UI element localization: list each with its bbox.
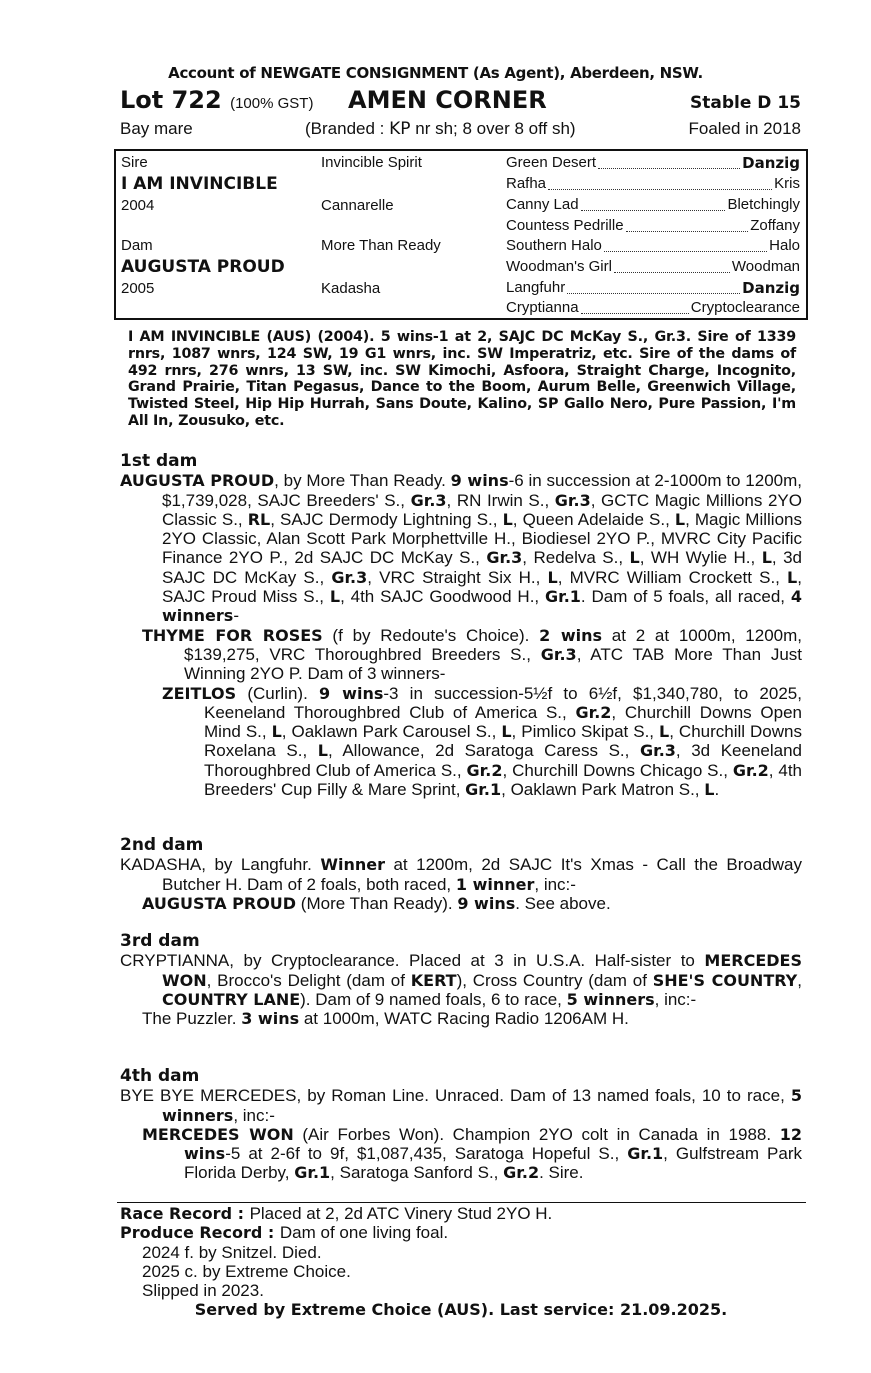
text-run: , Saratoga Sanford S., [330, 1163, 504, 1183]
text-run: , Queen Adelaide S., [512, 509, 675, 529]
gen3-name: Southern Halo [506, 237, 602, 254]
text-run: , inc:- [534, 874, 576, 894]
fourth-dam-section [120, 1067, 802, 1183]
produce-record-text: Dam of one living foal. [279, 1223, 449, 1243]
race-record-label: Race Record : [120, 1204, 250, 1223]
bold-run: Winner [320, 855, 385, 875]
pedigree-table [114, 149, 808, 320]
second-dam-section [120, 836, 802, 913]
text-run: -6 in succession at 2-1000m to 1200m, $1,739,028, SAJC Breeders' S., [162, 471, 802, 510]
gen3-entry [506, 278, 800, 299]
bold-run: L [329, 587, 341, 607]
race-record [120, 1204, 802, 1223]
bold-run: Gr.1 [294, 1163, 331, 1183]
gen3-name: Woodman's Girl [506, 258, 612, 275]
bold-run: L [501, 722, 512, 742]
bold-run: Gr.2 [732, 760, 769, 780]
lot-number [120, 86, 313, 114]
gen3-name: Countess Pedrille [506, 217, 624, 234]
bold-run: L [674, 509, 686, 529]
third-dam-section [120, 932, 802, 1028]
text-run: , ATC TAB More Than Just Winning 2YO P. Dam of 3 winners- [184, 644, 802, 684]
bold-run: 3 wins [241, 1009, 300, 1029]
text-run: -3 in succession-5½f to 6½f, $1,340,780, to 2025, Keeneland Thoroughbred Club of America S., [204, 683, 802, 722]
bold-run: Gr.3 [540, 644, 577, 664]
produce-line: 2024 f. by Snitzel. Died. [142, 1242, 322, 1262]
consignor-line: Account of NEWGATE CONSIGNMENT (As Agent), Aberdeen, NSW. [168, 64, 703, 82]
bold-run: COUNTRY LANE [162, 989, 301, 1009]
grand-progeny-paragraph [120, 684, 802, 800]
bold-run: L [547, 567, 558, 587]
gen3-sire: Danzig [742, 279, 800, 297]
first-dam-section [120, 452, 802, 799]
gen3-sire: Halo [769, 237, 800, 254]
stable-location: Stable D 15 [690, 93, 801, 113]
gen3-entry [506, 174, 800, 195]
text-run: , Churchill Downs Roxelana S., [204, 722, 802, 761]
produce-line: Slipped in 2023. [142, 1281, 264, 1301]
text-run: , SAJC Dermody Lightning S., [270, 509, 503, 529]
bold-run: KERT [410, 970, 457, 990]
bold-run: 9 wins [450, 471, 509, 491]
section-heading: 4th dam [120, 1066, 200, 1086]
text-run: (Curlin). [236, 683, 319, 703]
records-divider [117, 1202, 806, 1203]
gen3-name: Langfuhr [506, 279, 566, 296]
gen3-entry [506, 216, 800, 237]
text-run: , Brocco's Delight (dam of [206, 970, 411, 990]
gen3-name: Cryptianna [506, 299, 579, 316]
bold-run: L [502, 509, 513, 529]
gen3-entry [506, 298, 800, 319]
brand-description [305, 119, 576, 139]
text-run: , 3d Keeneland Thoroughbred Club of America S., [204, 741, 802, 780]
progeny-paragraph [120, 626, 802, 684]
text-run: , 4th SAJC Goodwood H., [340, 587, 545, 607]
text-run: , Pimlico Skipat S., [511, 722, 660, 742]
bold-run: Gr.3 [331, 567, 368, 587]
gen3-entry [506, 153, 800, 174]
text-run: , 4th Breeders' Cup Filly & Mare Sprint, [204, 760, 803, 800]
bold-run: Gr.3 [486, 548, 523, 568]
text-run: , GCTC Magic Millions 2YO Classic S., [162, 490, 802, 529]
dam-paragraph [120, 951, 802, 1009]
produce-line: 2025 c. by Extreme Choice. [142, 1261, 351, 1281]
dam-paragraph [120, 855, 802, 894]
bold-run: AUGUSTA PROUD [142, 893, 297, 913]
bold-run: MERCEDES WON [162, 951, 802, 990]
sire-name: I AM INVINCIBLE [121, 174, 278, 194]
text-run: . Sire. [539, 1163, 584, 1183]
dam-year: 2005 [121, 280, 155, 297]
produce-record-label: Produce Record : [120, 1223, 280, 1243]
text-run: , Gulfstream Park Florida Derby, [184, 1144, 803, 1183]
text-run: CRYPTIANNA, by Cryptoclearance. Placed at 3 in U.S.A. Half-sister to [120, 951, 705, 971]
text-run: , Magic Millions 2YO Classic, Alan Scott Park Morphettville H., Biodiesel 2YO P., MVRC City Pacific Finance 2YO P., 2d SAJC DC McKay S., [162, 509, 802, 568]
gen2-dam-sire: More Than Ready [321, 237, 441, 254]
bold-run: L [659, 722, 670, 742]
text-run: at 1000m, WATC Racing Radio 1206AM H. [299, 1009, 629, 1029]
progeny-paragraph [120, 1009, 802, 1028]
text-run: , 3d SAJC DC McKay S., [162, 548, 802, 587]
text-run: , SAJC Proud Miss S., [162, 567, 802, 607]
bold-run: Gr.1 [544, 587, 581, 607]
progeny-paragraph [120, 894, 802, 913]
text-run: , VRC Straight Six H., [367, 567, 548, 587]
bold-run: Gr.1 [627, 1144, 664, 1164]
text-run: ). Dam of 9 named foals, 6 to race, [300, 989, 567, 1009]
records-section [120, 1204, 802, 1320]
bold-run: Gr.1 [465, 780, 502, 800]
gen2-sire-sire: Invincible Spirit [321, 154, 422, 171]
section-heading: 2nd dam [120, 835, 204, 855]
bold-run: Gr.3 [410, 490, 447, 510]
gen2-dam-dam: Kadasha [321, 280, 381, 297]
text-run: , Oaklawn Park Carousel S., [281, 722, 502, 742]
text-run: , RN Irwin S., [446, 490, 555, 510]
bold-run: L [629, 548, 640, 568]
bold-run: L [787, 567, 798, 587]
bold-run: 12 wins [184, 1124, 802, 1164]
gen3-sire: Danzig [742, 154, 800, 172]
gen3-sire: Bletchingly [727, 196, 800, 213]
lot-label: Lot 722 [120, 86, 222, 114]
gen3-name: Canny Lad [506, 196, 579, 213]
sire-label: Sire [121, 154, 148, 171]
gen3-sire: Zoffany [750, 217, 800, 234]
dam-name: AUGUSTA PROUD [121, 257, 285, 277]
text-run: - [233, 606, 239, 626]
bold-run: THYME FOR ROSES [142, 625, 323, 645]
bold-run: SHE'S COUNTRY [652, 970, 798, 990]
progeny-paragraph [120, 1125, 802, 1183]
bold-run: 9 wins [319, 683, 384, 703]
text-run: (f by Redoute's Choice). [322, 625, 540, 645]
bold-run: RL [247, 509, 271, 529]
section-heading: 1st dam [120, 451, 198, 471]
bold-run: L [317, 741, 328, 761]
brand-mark: KP [389, 119, 411, 139]
text-run: at 2 at 1000m, 1200m, $139,275, VRC Thoroughbred Breeders S., [184, 625, 802, 664]
bold-run: 1 winner [455, 874, 535, 894]
bold-run: L [271, 722, 282, 742]
text-run: , Allowance, 2d Saratoga Caress S., [327, 741, 640, 761]
text-run: , MVRC William Crockett S., [557, 567, 788, 587]
text-run: , [797, 970, 803, 990]
dam-paragraph [120, 471, 802, 625]
horse-name: AMEN CORNER [348, 86, 547, 114]
sire-year: 2004 [121, 197, 155, 214]
text-run: , Churchill Downs Open Mind S., [204, 702, 802, 742]
text-run: . [714, 780, 720, 800]
text-run: , inc:- [233, 1105, 275, 1125]
text-run: , Redelva S., [522, 548, 630, 568]
text-run: (Air Forbes Won). Champion 2YO colt in Canada in 1988. [293, 1124, 780, 1144]
text-run: , inc:- [654, 989, 697, 1009]
gen3-name: Rafha [506, 175, 547, 192]
bold-run: ZEITLOS [162, 683, 237, 703]
bold-run: L [761, 548, 772, 568]
text-run: , WH Wylie H., [639, 548, 762, 568]
bold-run: AUGUSTA PROUD [120, 471, 275, 491]
bold-run: Gr.2 [503, 1163, 540, 1183]
gen3-entry [506, 195, 800, 216]
produce-record [120, 1223, 802, 1242]
text-run: , by More Than Ready. [274, 471, 451, 491]
race-record-text: Placed at 2, 2d ATC Vinery Stud 2YO H. [249, 1204, 553, 1223]
text-run: BYE BYE MERCEDES, by Roman Line. Unraced. Dam of 13 named foals, 10 to race, [120, 1086, 791, 1106]
text-run: , Churchill Downs Chicago S., [502, 760, 733, 780]
text-run: KADASHA, by Langfuhr. [120, 855, 321, 875]
text-run: , Oaklawn Park Matron S., [501, 780, 705, 800]
gen3-name: Green Desert [506, 154, 597, 171]
bold-run: L [704, 780, 715, 800]
gst-note: (100% GST) [230, 95, 314, 112]
sex-colour: Bay mare [120, 119, 193, 138]
bold-run: Gr.2 [575, 702, 612, 722]
text-run: ), Cross Country (dam of [456, 970, 653, 990]
text-run: . See above. [515, 893, 611, 913]
gen3-sire: Kris [774, 175, 800, 192]
bold-run: 2 wins [539, 625, 603, 645]
bold-run: MERCEDES WON [142, 1124, 294, 1144]
text-run: at 1200m, 2d SAJC It's Xmas - Call the Broadway Butcher H. Dam of 2 foals, both raced, [162, 855, 802, 894]
brand-suffix: nr sh; 8 over 8 off sh) [410, 119, 576, 138]
bold-run: 9 wins [457, 893, 516, 913]
section-heading: 3rd dam [120, 931, 200, 951]
bold-run: 5 winners [162, 1086, 802, 1125]
text-run: -5 at 2-6f to 9f, $1,087,435, Saratoga Hopeful S., [225, 1144, 628, 1164]
gen3-entry [506, 257, 800, 278]
service-note: Served by Extreme Choice (AUS). Last service: 21.09.2025. [194, 1300, 728, 1320]
sire-summary: I AM INVINCIBLE (AUS) (2004). 5 wins-1 at 2, SAJC DC McKay S., Gr.3. Sire of 1339 rnrs, 1087 wnrs, 124 SW, 19 G1 wnrs, inc. SW Imperatriz, etc. Sire of the dams of 492 rnrs, 276 wnrs, 13 SW, inc. SW Kimochi, Asfoora, Straight Charge, Incognito, Grand Prairie, Titan Pegasus, Dance to the Boom, Aurum Belle, Greenwich Village, Twisted Steel, Hip Hip Hurrah, Sans Doute, Kalino, SP Gallo Nero, Pure Passion, I'm All In, Zousuko, etc. [128, 329, 796, 429]
bold-run: Gr.3 [639, 741, 676, 761]
gen2-sire-dam: Cannarelle [321, 197, 394, 214]
dam-paragraph [120, 1086, 802, 1125]
gen3-sire: Cryptoclearance [690, 299, 800, 316]
brand-prefix: (Branded : [305, 119, 390, 138]
dam-label: Dam [121, 237, 153, 254]
gen3-sire: Woodman [731, 258, 800, 275]
bold-run: 4 winners [162, 587, 802, 626]
foaled-year: Foaled in 2018 [688, 119, 801, 138]
text-run: The Puzzler. [142, 1009, 242, 1029]
bold-run: Gr.2 [466, 760, 503, 780]
bold-run: 5 winners [566, 989, 655, 1009]
gen3-entry [506, 236, 800, 257]
text-run: (More Than Ready). [296, 893, 458, 913]
bold-run: Gr.3 [554, 490, 591, 510]
text-run: . Dam of 5 foals, all raced, [580, 587, 791, 607]
